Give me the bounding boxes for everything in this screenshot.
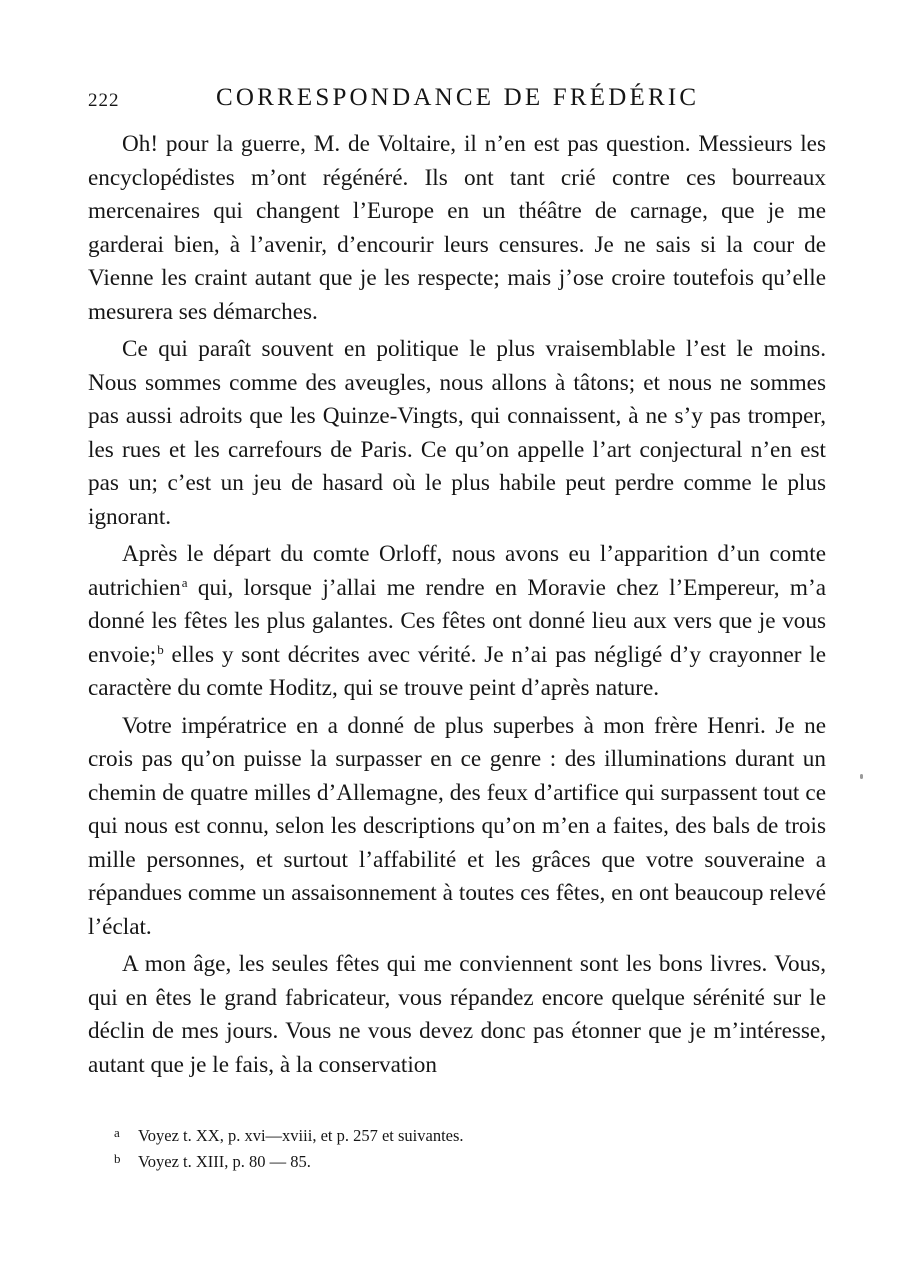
footnote-reference: b [157, 641, 164, 657]
footnote [114, 1147, 814, 1173]
paragraph [88, 538, 826, 706]
footnote [114, 1121, 814, 1147]
footnote-mark: a [114, 1125, 120, 1140]
running-head [88, 84, 828, 118]
footnote-text: Voyez t. XX, p. xvi—xviii, et p. 257 et suivantes. [138, 1126, 464, 1145]
paragraph-text: elles y sont décrites avec vérité. Je n’ai pas négligé d’y crayonner le caractère du comte Hoditz, qui se trouve peint d’après nature. [88, 641, 826, 701]
footnote-reference: a [181, 574, 188, 590]
paragraph: Ce qui paraît souvent en politique le plus vraisemblable l’est le moins. Nous sommes comme des aveugles, nous allons à tâtons; et nous ne sommes pas aussi adroits que les Quinze-Vingts, qui connaissent, à ne s’y pas tromper, les rues et les carrefours de Paris. Ce qu’on appelle l’art conjectural n’en est pas un; c’est un jeu de hasard où le plus habile peut perdre comme le plus ignorant. [88, 336, 826, 530]
paragraph-text: qui, lorsque j’allai me rendre en Moravie chez l’Empereur, m’a donné les fêtes les plus galantes. Ces fêtes ont donné lieu aux vers que je vous envoie; [88, 574, 826, 668]
paragraph: Votre impératrice en a donné de plus superbes à mon frère Henri. Je ne crois pas qu’on puisse la surpasser en ce genre : des illuminations durant un chemin de quatre milles d’Allemagne, des feux d’artifice qui surpassent tout ce qui nous est connu, selon les descriptions qu’on m’en a faites, des bals de trois mille personnes, et surtout l’affabilité et les grâces que votre souveraine a répandues comme un assaisonnement à toutes ces fêtes, en ont beaucoup relevé l’éclat. [88, 712, 826, 940]
paragraph-text: Après le départ du comte Orloff, nous avons eu l’apparition d’un comte autrichien [88, 541, 826, 601]
paper-speck [860, 774, 863, 779]
footnote-mark: b [114, 1151, 121, 1166]
body-text [88, 128, 826, 1086]
running-title: CORRESPONDANCE DE FRÉDÉRIC [216, 84, 700, 111]
footnote-text: Voyez t. XIII, p. 80 — 85. [138, 1152, 311, 1171]
paragraph: Oh! pour la guerre, M. de Voltaire, il n’en est pas question. Messieurs les encyclopédistes m’ont régénéré. Ils ont tant crié contre ces bourreaux mercenaires qui changent l’Europe en un théâtre de carnage, que je me garderai bien, à l’avenir, d’encourir leurs censures. Je ne sais si la cour de Vienne les craint autant que je les respecte; mais j’ose croire toutefois qu’elle mesurera ses démarches. [88, 131, 826, 325]
page-number: 222 [88, 90, 120, 111]
paragraph: A mon âge, les seules fêtes qui me conviennent sont les bons livres. Vous, qui en êtes le grand fabricateur, vous répandez encore quelque sérénité sur le déclin de mes jours. Vous ne vous devez donc pas étonner que je m’intéresse, autant que je le fais, à la conservation [88, 951, 826, 1078]
footnotes [114, 1121, 814, 1173]
